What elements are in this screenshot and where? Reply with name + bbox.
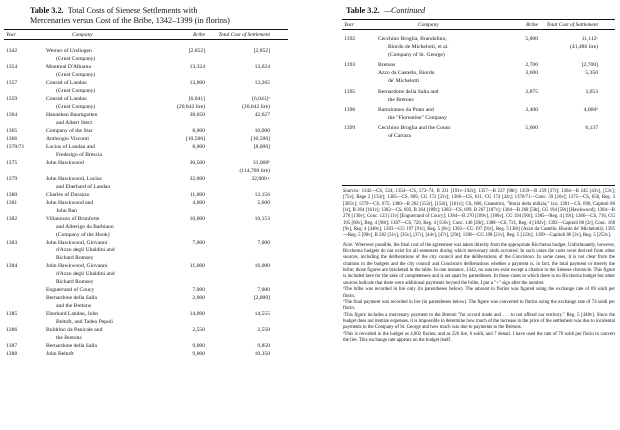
row-total: [2,700]	[581, 62, 598, 69]
row-total: 9,850	[257, 343, 270, 350]
header-bottom-rule	[342, 29, 615, 30]
row-total: (41,486 lire)	[570, 43, 598, 50]
row-bribe: 8,000	[192, 143, 205, 150]
row-total: [2,852]	[253, 48, 270, 54]
row-company: Biordo de Michelotti, et al.	[388, 43, 449, 50]
row-company: Company of the Star	[46, 127, 93, 134]
sources-paragraph	[343, 189, 615, 240]
row-company: Charles of Durazzo	[46, 191, 90, 198]
row-company: Frederigo of Brescia	[56, 151, 102, 158]
row-bribe: 38,650	[189, 111, 205, 118]
row-year: 1359	[6, 95, 18, 102]
row-total: 4,060ᵈ	[583, 107, 598, 113]
row-year: 1387	[6, 343, 18, 350]
row-total: 5,350	[585, 70, 598, 77]
row-bribe: 7,000	[192, 287, 205, 294]
column-header-bribe: Bribe	[526, 22, 538, 28]
row-bribe: 11,000	[189, 191, 205, 198]
row-company: (Great Company)	[56, 71, 96, 78]
note-text: Wherever possible, the final cost of the agreement was taken directly from the appropriate Biccherna budget. Unfortunately, however, Biccherna budgets do not exist for all semesters during which mercenary raids occurred. In such cases the costs were derived from other sources, including the deliberations of the city council and the deliberations of the Concistoro. In some cases, it is not clear from the citations in the budgets and the city council and Concistoro deliberations whether a payment is, in fact, the total payment or merely the bribe; those figures are bracketed in the table. In one instance, 1342, no sources exist except a citation in the Sienese chronicle. This figure is included here for the sake of completeness and is set apart by parentheses. In those cases in which there is no Biccherna budget but other sources indicate that there were additional payments beyond the bribe, I put a "+" sign after the number.	[343, 242, 616, 286]
row-company: Villanozzo of Brunforte	[46, 215, 100, 222]
row-company: Ambrogio Visconti	[46, 135, 89, 142]
table-title-line2: Mercenaries versus Cost of the Bribe, 1342–1399 (in florins)	[30, 16, 230, 25]
row-company: Bernardone della Salla	[46, 343, 97, 350]
table-title-text: Total Costs of Sienese Settlements with	[67, 6, 198, 15]
row-company: Conrad of Landau	[46, 79, 87, 86]
row-company: John Ban	[56, 207, 77, 214]
row-total: 7,000	[257, 287, 270, 294]
row-company: Conrad of Landau	[46, 95, 87, 102]
row-bribe: 14,000	[189, 311, 205, 318]
column-header-total: Total Cost of Settlement	[546, 22, 598, 28]
row-year: 1357	[6, 79, 18, 86]
row-bribe: 2,875	[525, 88, 538, 95]
row-bribe: 8,000	[192, 127, 205, 134]
row-company: Montreal D'Albarno	[46, 63, 92, 70]
footnote: ᵃThe bribe was recorded in lire only (in parentheses below). The amount in florins was figured using the exchange rate of 69 soldi per florin.	[343, 287, 615, 299]
row-company: d'Azzo degli Ubaldini and	[56, 271, 115, 278]
row-company: (Company of St. George)	[388, 51, 445, 58]
row-total: 11,112ᶜ	[581, 36, 598, 42]
row-year: 1383	[6, 239, 18, 246]
row-company: Bernardone della Salla and	[378, 88, 439, 95]
row-year: 1366	[6, 135, 18, 142]
row-company: Eberhard Landau, John	[46, 311, 99, 318]
footnote: ᶜThis figure includes a mercenary payment to the Bretoni "for accord made and . . . to not offend our territory." Reg. 5 [448v]. Since the budget does not itemize expenses, it is impossible to determine how much of the increase in the price of the settlement was due to incidental payments to the Company of St. George and how much was due to payments to the Bretons.	[343, 312, 615, 331]
row-total: 13,624	[254, 63, 270, 70]
row-company: John Hawkwood	[46, 159, 84, 166]
row-company: Bartolomeo da Prato and	[378, 107, 434, 113]
row-year: 1385	[6, 311, 18, 318]
row-company: Werner of Urslingen	[46, 48, 92, 54]
row-year: 1382	[6, 215, 18, 222]
row-bribe: 11,000	[189, 263, 205, 270]
row-company: Enguerrand of Coucy	[46, 287, 95, 294]
row-bribe: 7,000	[192, 239, 205, 246]
row-company: Boldrino da Panicale and	[46, 327, 103, 334]
row-total: (20,842 lire)	[242, 103, 270, 110]
table-title	[30, 6, 197, 16]
row-company: John Hawkwood, Giovanni	[46, 239, 108, 246]
header-top-rule	[4, 29, 288, 30]
row-bribe: 30,500	[189, 159, 205, 166]
row-bribe: 3,400	[525, 107, 538, 113]
column-header-year: Year	[6, 32, 16, 38]
note-label: Note:	[343, 242, 354, 248]
table-number: Table 3.2.	[346, 6, 380, 15]
row-company: John Beltoft	[46, 351, 74, 358]
row-company: (Great Company)	[56, 87, 96, 94]
row-company: de' Michelotti	[388, 78, 419, 85]
row-year: 1399	[344, 125, 356, 132]
row-company: Lucius of Landau and	[46, 143, 95, 150]
row-year: 1365	[6, 127, 18, 134]
row-company: Cecchino Broglia and the Count	[378, 125, 451, 132]
row-company: Cecchino Broglia, Brandolino,	[378, 36, 447, 42]
row-total: 31,000ᵇ	[252, 159, 270, 166]
row-year: 1384	[6, 263, 18, 270]
row-year: 1381	[6, 199, 18, 206]
row-total: [2,000]	[253, 295, 270, 302]
table-end-rule	[342, 185, 615, 186]
sources-text: 1342—CS, 534; 1354—CS, 573–74, B 231 [191v–192r]; 1357—B 237 [98r]; 1359—B 259 [37r]; 1364—B 245 [43v], [53v], [75v], Rege 2 [133r]; 1365—CS, 609, CG 172 [31v]; 1366—CS, 611, CG 174 [42r]; 1370/71—Conc. 59 [10v]; 1375—CS, 658, Reg. 3 [305v]; 1379—CS, 675; 1380—B 262 [152r], [154r], [161v]; CS, 680, Canestrini, "Storia della milizia," lxx; 1381—CS, 690, Capitoli 86 [1r], B 264 [161v]; 1382—CS, 693, B 264 [189r]; 1383—CS, 699, B 267 [187v]; 1384—B 268 [58r], CG 194 [58r] [Hawkwood]; 1384—B 270 [130v], Conc. 123 [11v] [Enguerrand of Coucy]; 1384—B 270 [189v], [186v], CG 194 [90r]; 1385—Reg. 4 [19r]; 1386—CS, 716, CG 195 [60v], Reg. 4 [98r]; 1387—CS, 720, Reg. 4 [156v], Conc. 140 [20r]; 1388—CS, 721, Reg. 4 [182v]; 1392—Capitoli 86 [2r], Conc. 168 [9v], Reg. 4 [448v]; 1393—CG 197 [91r], Reg. 5 [8v]; 1393—CG 197 [91r], Reg. 5 [38r] (Azzo da Castello, Biordo de' Michelotti); 1395—Reg. 5 [90v], B 282 [31v], [35v], [37r], [44v], [47r], [29r]; 1396—CG 198 [21v], Reg. 5 [123r]; 1399—Capitoli 86 [3v], Reg. 5 [253v].	[343, 189, 615, 239]
row-company: John Hawkwood, Lucius	[46, 175, 102, 182]
row-bribe: 2,000	[192, 295, 205, 302]
row-company: of Carrara	[388, 133, 411, 140]
row-bribe: (20,842 lire)	[177, 103, 205, 110]
row-company: Bernardone della Salla	[46, 295, 97, 302]
row-year: 1396	[344, 107, 356, 113]
row-bribe: [6,041]	[188, 95, 205, 102]
row-bribe: 4,000	[192, 199, 205, 206]
row-year: 1395	[344, 88, 356, 95]
row-bribe: 2,550	[192, 327, 205, 334]
row-company: the Bretons	[56, 335, 82, 342]
row-bribe: 3,600	[525, 70, 538, 77]
row-year: 1380	[6, 191, 18, 198]
row-bribe: 5,000	[525, 36, 538, 42]
row-company: Richard Romsey	[56, 279, 94, 286]
row-company: and the Bretons	[56, 303, 92, 310]
row-total: [8,000]	[253, 143, 270, 150]
row-total: [10,500]	[250, 135, 270, 142]
row-year: 1370/71	[6, 143, 25, 150]
column-header-total: Total Cost of Settlement	[218, 32, 270, 38]
row-total: 10,153	[254, 215, 270, 222]
row-total: 3,053	[585, 88, 598, 95]
table-title	[346, 6, 425, 16]
row-total: 42,627	[254, 111, 270, 118]
table-number: Table 3.2.	[30, 6, 64, 15]
row-total: (114,700 lire)	[239, 167, 270, 174]
row-company: John Hawkwood, Giovanni	[46, 263, 108, 270]
row-total: 10,350	[254, 351, 270, 358]
row-total: 32,000+	[251, 175, 270, 182]
notes-block	[343, 189, 615, 344]
row-company: d'Azzo degli Ubaldini and	[56, 247, 115, 254]
row-total: 12,156	[254, 191, 270, 198]
row-year: 1386	[6, 327, 18, 334]
column-header-bribe: Bribe	[193, 32, 205, 38]
row-total: 7,000	[257, 239, 270, 246]
row-bribe: 10,000	[189, 215, 205, 222]
header-top-rule	[342, 19, 615, 20]
row-company: Beltoft, and Tadeo Pepoli	[56, 319, 113, 326]
row-year: 1364	[6, 111, 18, 118]
row-year: 1342	[6, 48, 18, 54]
row-company: Azzo da Castello, Biordo	[378, 70, 435, 77]
row-bribe: 9,000	[192, 351, 205, 358]
row-company: (Great Company)	[56, 103, 96, 110]
row-year: 1375	[6, 159, 18, 166]
row-year: 1388	[6, 351, 18, 358]
row-total: 14,555	[254, 311, 270, 318]
row-company: John Hawkwood and	[46, 199, 94, 206]
note-paragraph	[343, 243, 615, 287]
table-title-text: —Continued	[383, 6, 426, 15]
row-company: the Bretons	[388, 96, 414, 103]
row-bribe: [10,500]	[185, 135, 205, 142]
row-bribe: 13,000	[189, 79, 205, 86]
row-company: the "Florentine" Company	[388, 114, 447, 121]
row-bribe: [2,852]	[188, 48, 205, 54]
row-bribe: 9,000	[192, 343, 205, 350]
row-company: Hanneken Baumgarten	[46, 111, 98, 118]
row-bribe: 5,600	[525, 125, 538, 132]
row-total: 10,000	[254, 127, 270, 134]
row-total: 13,265	[254, 79, 270, 86]
row-total: 2,550	[257, 327, 270, 334]
row-total: 6,137	[585, 125, 598, 132]
row-bribe: 13,324	[189, 63, 205, 70]
header-bottom-rule	[4, 39, 288, 40]
row-company: (Company of the Hook)	[56, 231, 110, 238]
row-year: 1393	[344, 62, 356, 69]
row-company: and Eberhard of Landau	[56, 183, 111, 190]
footnote: ᵇThe final payment was recorded in lire (in parentheses below). The figure was converted to florins using the exchange rate of 74 soldi per florin.	[343, 299, 615, 312]
row-company: Bretons	[378, 62, 396, 69]
row-total: 16,000	[254, 263, 270, 270]
row-bribe: 32,000	[189, 175, 205, 182]
row-total: 5,600	[257, 199, 270, 206]
row-company: and Albert Sterz	[56, 119, 93, 126]
column-header-company: Company	[72, 32, 93, 38]
row-company: Richard Romsey	[56, 255, 94, 262]
row-company: and Alberigo da Barbiano	[56, 223, 114, 230]
column-header-company: Company	[418, 22, 439, 28]
row-year: 1379	[6, 175, 18, 182]
row-bribe: 2,700	[525, 62, 538, 69]
column-header-year: Year	[344, 22, 354, 28]
row-total: [6,041]ᵃ	[252, 95, 270, 102]
row-year: 1354	[6, 63, 18, 70]
sources-label: Sources:	[343, 189, 360, 194]
row-year: 1392	[344, 36, 356, 42]
row-company: (Great Company)	[56, 55, 96, 62]
footnote: ᵈThis is recorded in the budget as 4,002 florins; and as 226 lire, 6 soldi, and 7 denari. I have used the rate of 78 soldi per florin to convert the lire. This exchange rate appears on the budget itself.	[343, 331, 615, 343]
